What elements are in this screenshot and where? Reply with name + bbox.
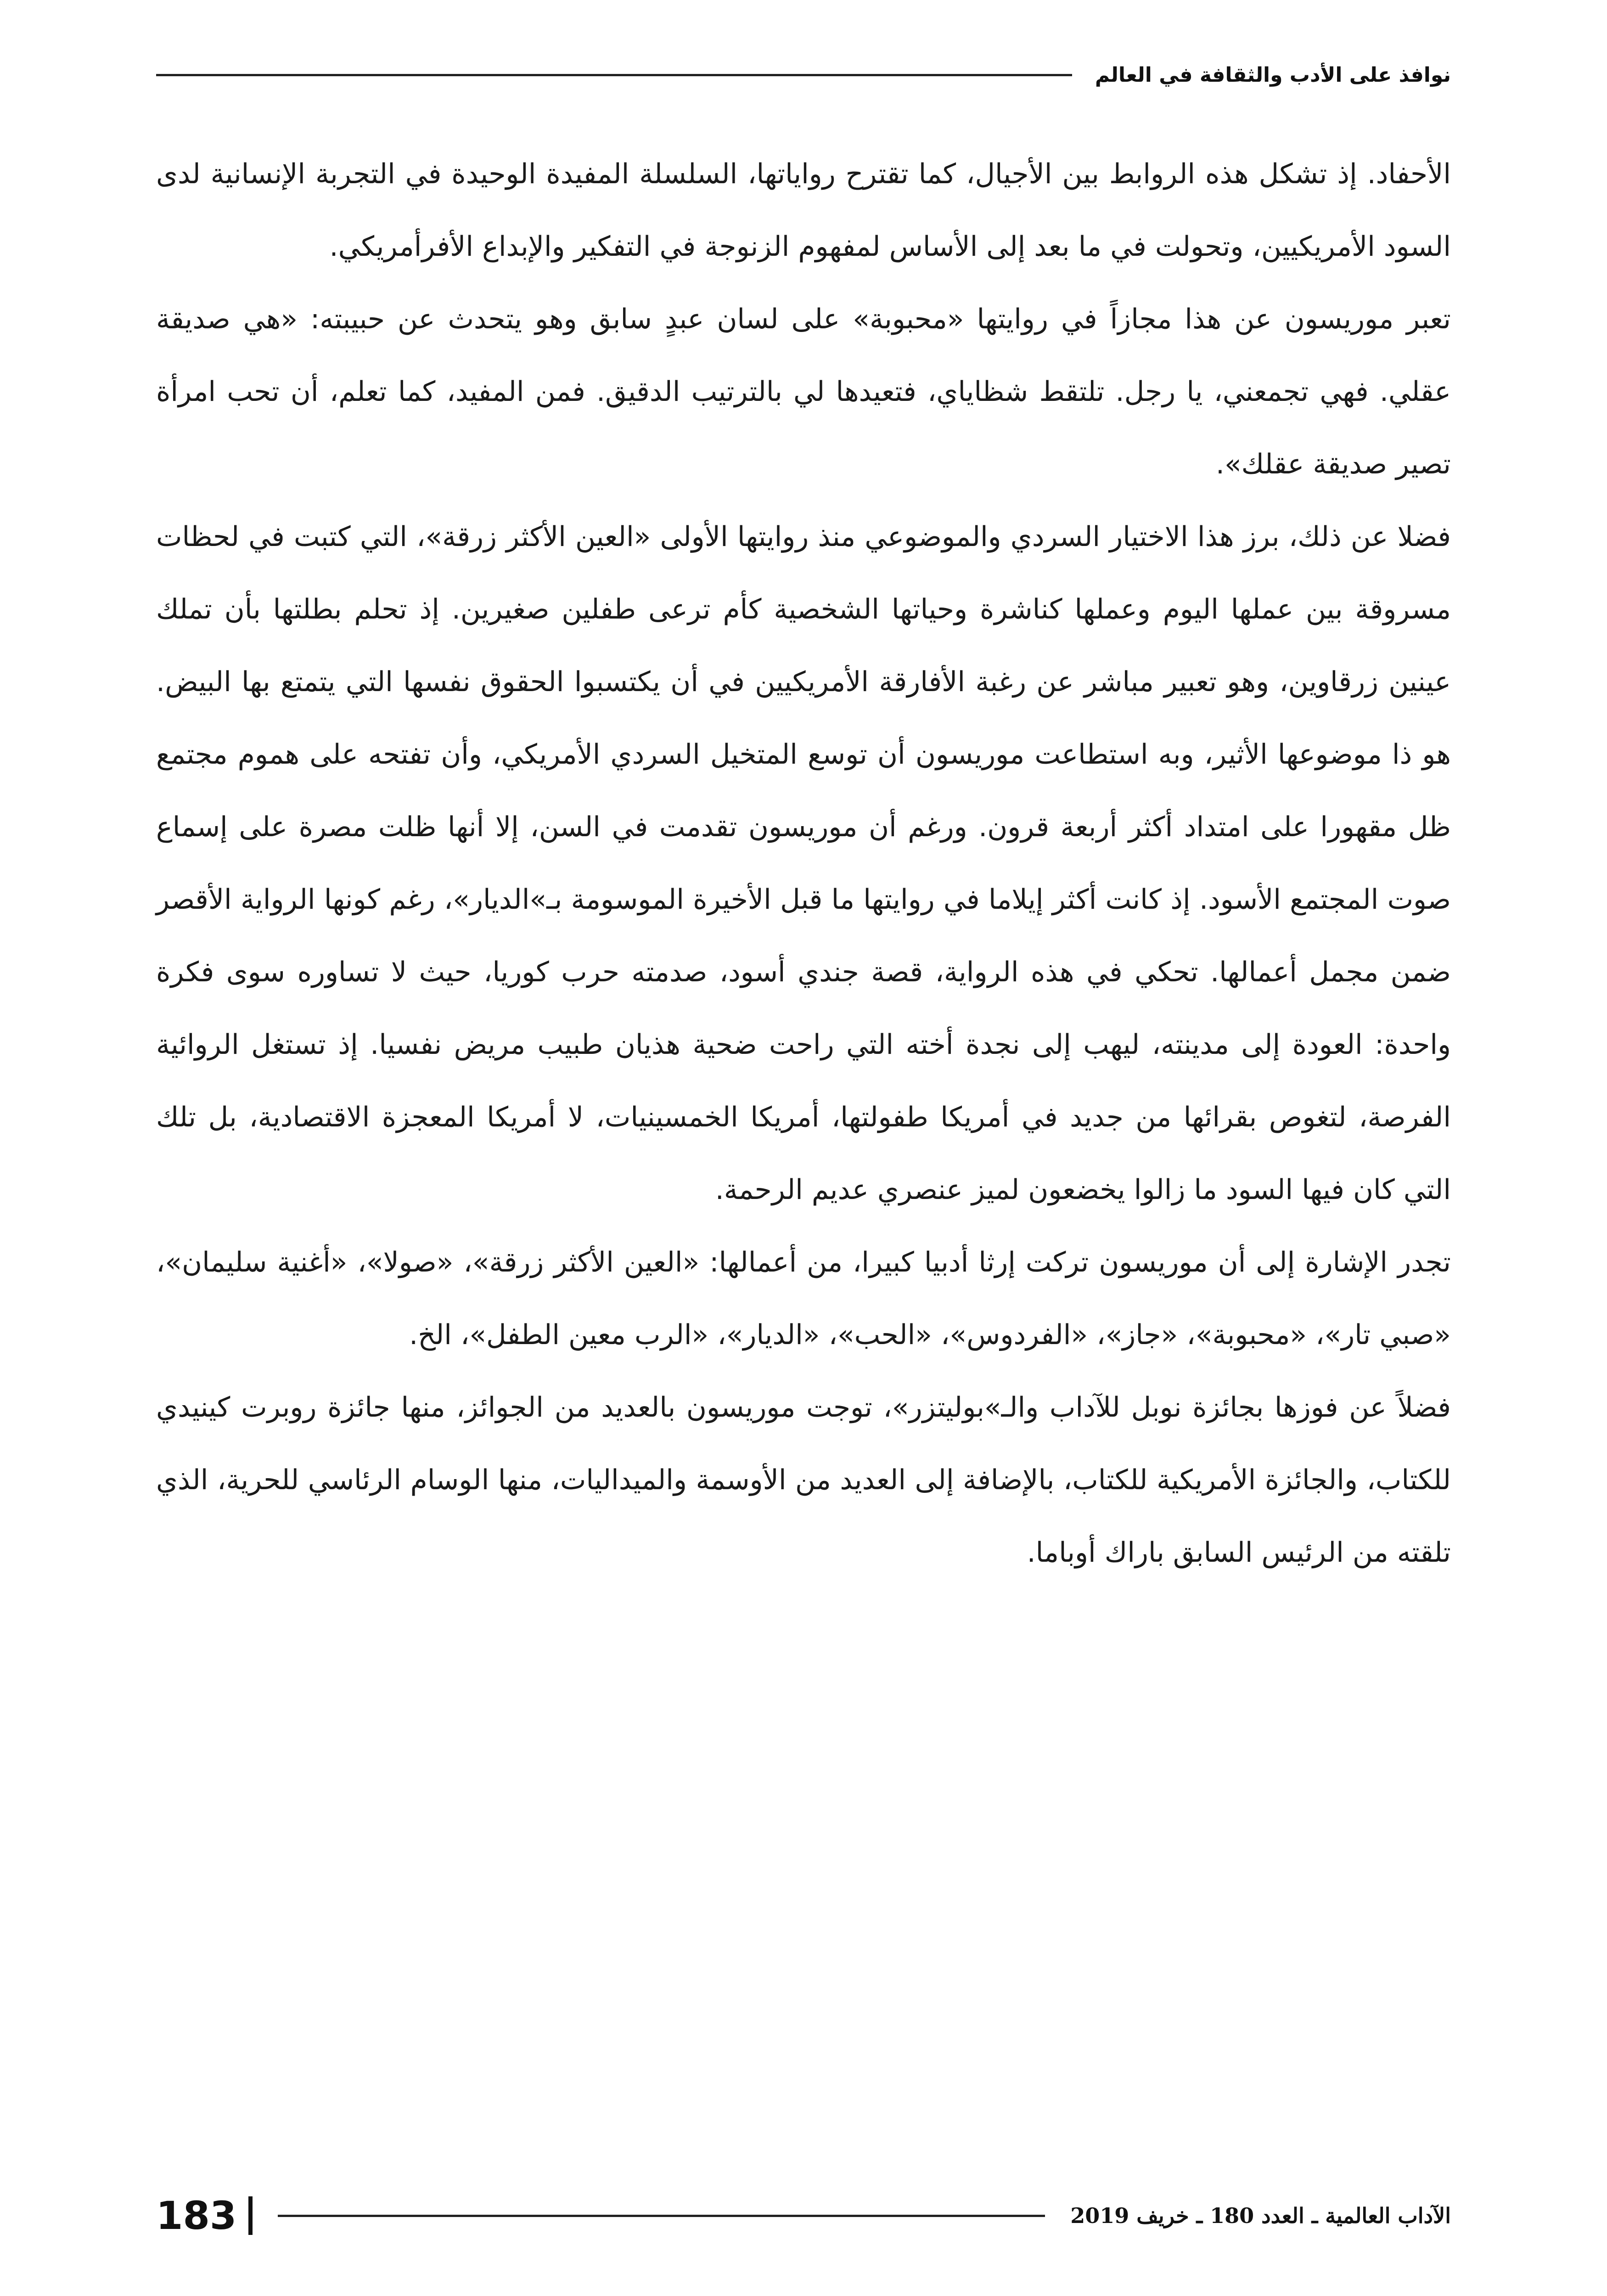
running-header [156, 54, 1451, 96]
paragraph-2: تعبر موريسون عن هذا مجازاً في روايتها «محبوبة» على لسان عبدٍ سابق وهو يتحدث عن حبيبته: «هي صديقة عقلي. فهي تجمعني، يا رجل. تلتقط شظاياي، فتعيدها لي بالترتيب الدقيق. فمن المفيد، كما تعلم، أن تحب امرأة تصير صديقة عقلك». [156, 303, 1451, 480]
article-body [156, 138, 1451, 1589]
paragraph-1: الأحفاد. إذ تشكل هذه الروابط بين الأجيال، كما تقترح رواياتها، السلسلة المفيدة الوحيدة في التجربة الإنسانية لدى السود الأمريكيين، وتحولت في ما بعد إلى الأساس لمفهوم الزنوجة في التفكير والإبداع الأفرأمريكي. [156, 158, 1451, 263]
paragraph-5: فضلاً عن فوزها بجائزة نوبل للآداب والـ»بوليتزر»، توجت موريسون بالعديد من الجوائز، منها جائزة روبرت كينيدي للكتاب، والجائزة الأمريكية للكتاب، بالإضافة إلى العديد من الأوسمة والميداليات، منها الوسام الرئاسي للحرية، الذي تلقته من الرئيس السابق باراك أوباما. [156, 1391, 1451, 1569]
page-number: 183 [156, 2193, 237, 2238]
page-number-separator [248, 2196, 253, 2235]
running-footer [156, 2190, 1451, 2241]
footer-rule [278, 2215, 1045, 2217]
header-title: نوافذ على الأدب والثقافة في العالم [1095, 63, 1451, 87]
footer-journal: الآداب العالمية ـ العدد 180 ـ خريف 2019 [1070, 2203, 1451, 2228]
paragraph-4: تجدر الإشارة إلى أن موريسون تركت إرثا أدبيا كبيرا، من أعمالها: «العين الأكثر زرقة»، «صولا»، «أغنية سليمان»، «صبي تار»، «محبوبة»، «جاز»، «الفردوس»، «الحب»، «الديار»، «الرب معين الطفل»، الخ. [156, 1246, 1451, 1351]
header-rule [156, 74, 1072, 76]
paragraph-3: فضلا عن ذلك، برز هذا الاختيار السردي والموضوعي منذ روايتها الأولى «العين الأكثر زرقة»، التي كتبت في لحظات مسروقة بين عملها اليوم وعملها كناشرة وحياتها الشخصية كأم ترعى طفلين صغيرين. إذ تحلم بطلتها بأن تملك عينين زرقاوين، وهو تعبير مباشر عن رغبة الأفارقة الأمريكيين في أن يكتسبوا الحقوق نفسها التي يتمتع بها البيض. هو ذا موضوعها الأثير، وبه استطاعت موريسون أن توسع المتخيل السردي الأمريكي، وأن تفتحه على هموم مجتمع ظل مقهورا على امتداد أكثر أربعة قرون. ورغم أن موريسون تقدمت في السن، إلا أنها ظلت مصرة على إسماع صوت المجتمع الأسود. إذ كانت أكثر إيلاما في روايتها ما قبل الأخيرة الموسومة بـ»الديار»، رغم كونها الرواية الأقصر ضمن مجمل أعمالها. تحكي في هذه الرواية، قصة جندي أسود، صدمته حرب كوريا، حيث لا تساوره سوى فكرة واحدة: العودة إلى مدينته، ليهب إلى نجدة أخته التي راحت ضحية هذيان طبيب مريض نفسيا. إذ تستغل الروائية الفرصة، لتغوص بقرائها من جديد في أمريكا طفولتها، أمريكا الخمسينيات، لا أمريكا المعجزة الاقتصادية، بل تلك التي كان فيها السود ما زالوا يخضعون لميز عنصري عديم الرحمة. [156, 521, 1451, 1206]
